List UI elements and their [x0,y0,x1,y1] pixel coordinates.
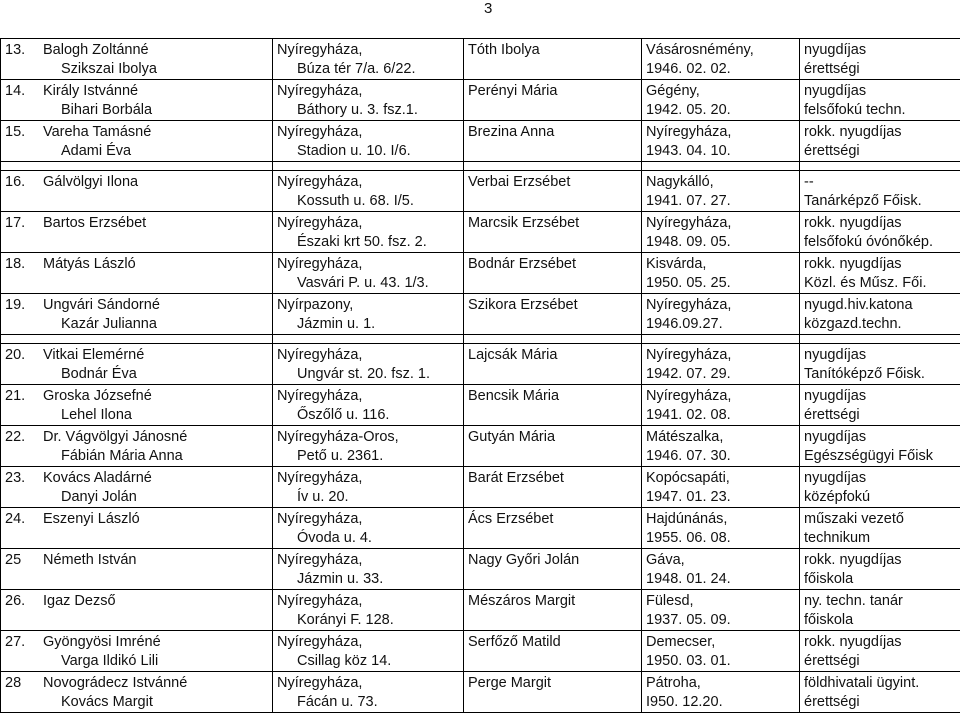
birth-date: 1950. 05. 25. [646,274,795,293]
birth-place: Nyíregyháza, [646,387,795,406]
member-name: Bartos Erzsébet [43,215,146,231]
address-city: Nyíregyháza, [277,255,459,274]
address-street: Báthory u. 3. fsz.1. [277,101,459,120]
occupation: rokk. nyugdíjas [804,214,956,233]
member-name: Ungvári Sándorné [43,297,160,313]
address-cell [273,80,464,121]
row-number: 13. [5,41,43,60]
birth-date: 1946. 07. 30. [646,447,795,466]
member-name-cell [1,631,273,672]
address-street: Pető u. 2361. [277,447,459,466]
address-cell [273,549,464,590]
table-row [1,212,960,253]
birth-cell [642,508,800,549]
occupation: -- [804,173,956,192]
address-cell [273,426,464,467]
status-cell [800,590,960,631]
birth-place: Fülesd, [646,592,795,611]
birth-cell [642,294,800,335]
occupation: nyugdíjas [804,428,956,447]
occupation: nyugdíjas [804,346,956,365]
member-name-cell [1,549,273,590]
mother-name: Brezina Anna [468,123,637,142]
table-row [1,253,960,294]
member-name: Király Istvánné [43,83,138,99]
row-number: 25 [5,551,43,570]
member-name-cell [1,80,273,121]
education: középfokú [804,488,956,507]
table-row [1,631,960,672]
birth-place: Mátészalka, [646,428,795,447]
member-name: Mátyás László [43,256,136,272]
mother-name-cell [464,212,642,253]
mother-name-cell [464,467,642,508]
address-cell [273,212,464,253]
address-cell [273,508,464,549]
row-number: 24. [5,510,43,529]
mother-name-cell [464,385,642,426]
occupation: nyugdíjas [804,387,956,406]
address-city: Nyíregyháza, [277,346,459,365]
birth-cell [642,631,800,672]
member-name-cell [1,121,273,162]
member-name-cell [1,672,273,713]
status-cell [800,171,960,212]
address-cell [273,294,464,335]
table-row [1,294,960,335]
address-street: Jázmin u. 1. [277,315,459,334]
address-street: Vasvári P. u. 43. 1/3. [277,274,459,293]
birth-date: 1937. 05. 09. [646,611,795,630]
mother-name-cell [464,672,642,713]
status-cell [800,426,960,467]
occupation: nyugd.hiv.katona [804,296,956,315]
address-cell [273,39,464,80]
birth-place: Hajdúnánás, [646,510,795,529]
birth-place: Gégény, [646,82,795,101]
table-row [1,80,960,121]
birth-cell [642,385,800,426]
occupation: rokk. nyugdíjas [804,255,956,274]
status-cell [800,212,960,253]
birth-place: Gáva, [646,551,795,570]
status-cell [800,344,960,385]
mother-name-cell [464,253,642,294]
row-number: 19. [5,296,43,315]
mother-name-cell [464,171,642,212]
birth-cell [642,672,800,713]
address-cell [273,385,464,426]
address-street: Északi krt 50. fsz. 2. [277,233,459,252]
status-cell [800,39,960,80]
birth-place: Demecser, [646,633,795,652]
member-name: Kovács Aladárné [43,470,152,486]
group-separator [1,335,960,344]
education: felsőfokú óvónőkép. [804,233,956,252]
mother-name: Tóth Ibolya [468,41,637,60]
address-cell [273,253,464,294]
birth-date: 1943. 04. 10. [646,142,795,161]
birth-place: Nyíregyháza, [646,214,795,233]
row-number: 16. [5,173,43,192]
birth-date: I950. 12.20. [646,693,795,712]
address-cell [273,121,464,162]
mother-name: Bencsik Mária [468,387,637,406]
member-name: Balogh Zoltánné [43,42,149,58]
member-name: Gálvölgyi Ilona [43,174,138,190]
address-street: Búza tér 7/a. 6/22. [277,60,459,79]
member-name-cell [1,39,273,80]
member-name-cell [1,171,273,212]
address-street: Óvoda u. 4. [277,529,459,548]
status-cell [800,549,960,590]
member-name: Gyöngyösi Imréné [43,634,161,650]
member-name-cell [1,385,273,426]
address-cell [273,590,464,631]
member-name-cell [1,508,273,549]
address-city: Nyíregyháza-Oros, [277,428,459,447]
address-cell [273,467,464,508]
table-row [1,549,960,590]
education: Tanárképző Főisk. [804,192,956,211]
address-cell [273,171,464,212]
member-maiden-name: Kazár Julianna [5,315,268,334]
member-name: Vareha Tamásné [43,124,151,140]
address-cell [273,631,464,672]
birth-place: Nagykálló, [646,173,795,192]
birth-date: 1941. 07. 27. [646,192,795,211]
birth-cell [642,253,800,294]
member-maiden-name: Lehel Ilona [5,406,268,425]
address-city: Nyíregyháza, [277,214,459,233]
mother-name-cell [464,294,642,335]
birth-cell [642,121,800,162]
mother-name-cell [464,508,642,549]
member-maiden-name: Bodnár Éva [5,365,268,384]
row-number: 15. [5,123,43,142]
address-city: Nyíregyháza, [277,41,459,60]
row-number: 20. [5,346,43,365]
birth-cell [642,426,800,467]
occupation: rokk. nyugdíjas [804,123,956,142]
birth-date: 1941. 02. 08. [646,406,795,425]
member-name-cell [1,467,273,508]
mother-name-cell [464,121,642,162]
mother-name: Bodnár Erzsébet [468,255,637,274]
birth-cell [642,549,800,590]
occupation: rokk. nyugdíjas [804,551,956,570]
mother-name: Nagy Győri Jolán [468,551,637,570]
education: Egészségügyi Főisk [804,447,956,466]
education: főiskola [804,570,956,589]
member-maiden-name: Danyi Jolán [5,488,268,507]
birth-date: 1948. 09. 05. [646,233,795,252]
member-name: Novográdecz Istvánné [43,675,187,691]
row-number: 18. [5,255,43,274]
status-cell [800,385,960,426]
table-row [1,508,960,549]
member-maiden-name: Szikszai Ibolya [5,60,268,79]
birth-date: 1955. 06. 08. [646,529,795,548]
row-number: 26. [5,592,43,611]
birth-date: 1950. 03. 01. [646,652,795,671]
member-name-cell [1,590,273,631]
row-number: 21. [5,387,43,406]
address-city: Nyíregyháza, [277,173,459,192]
member-maiden-name: Varga Ildikó Lili [5,652,268,671]
address-city: Nyíregyháza, [277,592,459,611]
birth-place: Pátroha, [646,674,795,693]
mother-name-cell [464,344,642,385]
occupation: ny. techn. tanár [804,592,956,611]
birth-cell [642,590,800,631]
mother-name-cell [464,590,642,631]
birth-cell [642,212,800,253]
mother-name-cell [464,631,642,672]
address-street: Stadion u. 10. I/6. [277,142,459,161]
mother-name: Ács Erzsébet [468,510,637,529]
address-city: Nyíregyháza, [277,387,459,406]
member-maiden-name: Bihari Borbála [5,101,268,120]
mother-name-cell [464,426,642,467]
address-city: Nyíregyháza, [277,123,459,142]
education: Közl. és Műsz. Fői. [804,274,956,293]
mother-name: Mészáros Margit [468,592,637,611]
birth-date: 1946.09.27. [646,315,795,334]
occupation: nyugdíjas [804,41,956,60]
address-city: Nyíregyháza, [277,551,459,570]
mother-name: Perényi Mária [468,82,637,101]
address-city: Nyírpazony, [277,296,459,315]
mother-name: Lajcsák Mária [468,346,637,365]
member-name: Vitkai Elemérné [43,347,144,363]
birth-place: Kisvárda, [646,255,795,274]
birth-cell [642,171,800,212]
mother-name-cell [464,549,642,590]
address-city: Nyíregyháza, [277,510,459,529]
mother-name: Marcsik Erzsébet [468,214,637,233]
education: érettségi [804,693,956,712]
address-street: Ív u. 20. [277,488,459,507]
address-street: Ungvár st. 20. fsz. 1. [277,365,459,384]
birth-date: 1947. 01. 23. [646,488,795,507]
birth-cell [642,467,800,508]
occupation: nyugdíjas [804,82,956,101]
row-number: 17. [5,214,43,233]
address-city: Nyíregyháza, [277,469,459,488]
address-street: Korányi F. 128. [277,611,459,630]
birth-cell [642,39,800,80]
address-street: Kossuth u. 68. I/5. [277,192,459,211]
address-cell [273,672,464,713]
member-name: Dr. Vágvölgyi Jánosné [43,429,187,445]
status-cell [800,253,960,294]
address-city: Nyíregyháza, [277,633,459,652]
birth-date: 1948. 01. 24. [646,570,795,589]
mother-name: Gutyán Mária [468,428,637,447]
member-name-cell [1,344,273,385]
status-cell [800,294,960,335]
status-cell [800,467,960,508]
birth-date: 1946. 02. 02. [646,60,795,79]
education: érettségi [804,142,956,161]
status-cell [800,508,960,549]
member-name-cell [1,212,273,253]
mother-name: Verbai Erzsébet [468,173,637,192]
birth-place: Kopócsapáti, [646,469,795,488]
table-row [1,171,960,212]
table-row [1,672,960,713]
table-row [1,385,960,426]
birth-place: Nyíregyháza, [646,123,795,142]
member-name: Eszenyi László [43,511,140,527]
birth-date: 1942. 05. 20. [646,101,795,120]
birth-place: Nyíregyháza, [646,296,795,315]
mother-name-cell [464,80,642,121]
education: érettségi [804,60,956,79]
mother-name-cell [464,39,642,80]
birth-date: 1942. 07. 29. [646,365,795,384]
address-street: Jázmin u. 33. [277,570,459,589]
member-name: Groska Józsefné [43,388,152,404]
member-name-cell [1,294,273,335]
education: főiskola [804,611,956,630]
member-maiden-name: Fábián Mária Anna [5,447,268,466]
member-name-cell [1,426,273,467]
row-number: 14. [5,82,43,101]
status-cell [800,631,960,672]
row-number: 22. [5,428,43,447]
birth-place: Vásárosnémény, [646,41,795,60]
mother-name: Serfőző Matild [468,633,637,652]
status-cell [800,80,960,121]
table-row [1,467,960,508]
status-cell [800,121,960,162]
row-number: 27. [5,633,43,652]
member-name: Igaz Dezső [43,593,116,609]
member-name: Németh István [43,552,137,568]
table-row [1,344,960,385]
member-maiden-name: Kovács Margit [5,693,268,712]
occupation: földhivatali ügyint. [804,674,956,693]
mother-name: Barát Erzsébet [468,469,637,488]
address-street: Őszőlő u. 116. [277,406,459,425]
row-number: 28 [5,674,43,693]
address-street: Fácán u. 73. [277,693,459,712]
education: érettségi [804,406,956,425]
education: közgazd.techn. [804,315,956,334]
address-city: Nyíregyháza, [277,674,459,693]
member-table [0,38,960,713]
address-street: Csillag köz 14. [277,652,459,671]
table-row [1,590,960,631]
mother-name: Szikora Erzsébet [468,296,637,315]
member-maiden-name: Adami Éva [5,142,268,161]
page-number: 3 [484,0,492,17]
member-name-cell [1,253,273,294]
occupation: nyugdíjas [804,469,956,488]
address-city: Nyíregyháza, [277,82,459,101]
status-cell [800,672,960,713]
birth-cell [642,80,800,121]
table-row [1,426,960,467]
address-cell [273,344,464,385]
birth-place: Nyíregyháza, [646,346,795,365]
education: Tanítóképző Főisk. [804,365,956,384]
birth-cell [642,344,800,385]
education: felsőfokú techn. [804,101,956,120]
table-row [1,121,960,162]
table-row [1,39,960,80]
education: technikum [804,529,956,548]
group-separator [1,162,960,171]
occupation: műszaki vezető [804,510,956,529]
education: érettségi [804,652,956,671]
row-number: 23. [5,469,43,488]
occupation: rokk. nyugdíjas [804,633,956,652]
mother-name: Perge Margit [468,674,637,693]
